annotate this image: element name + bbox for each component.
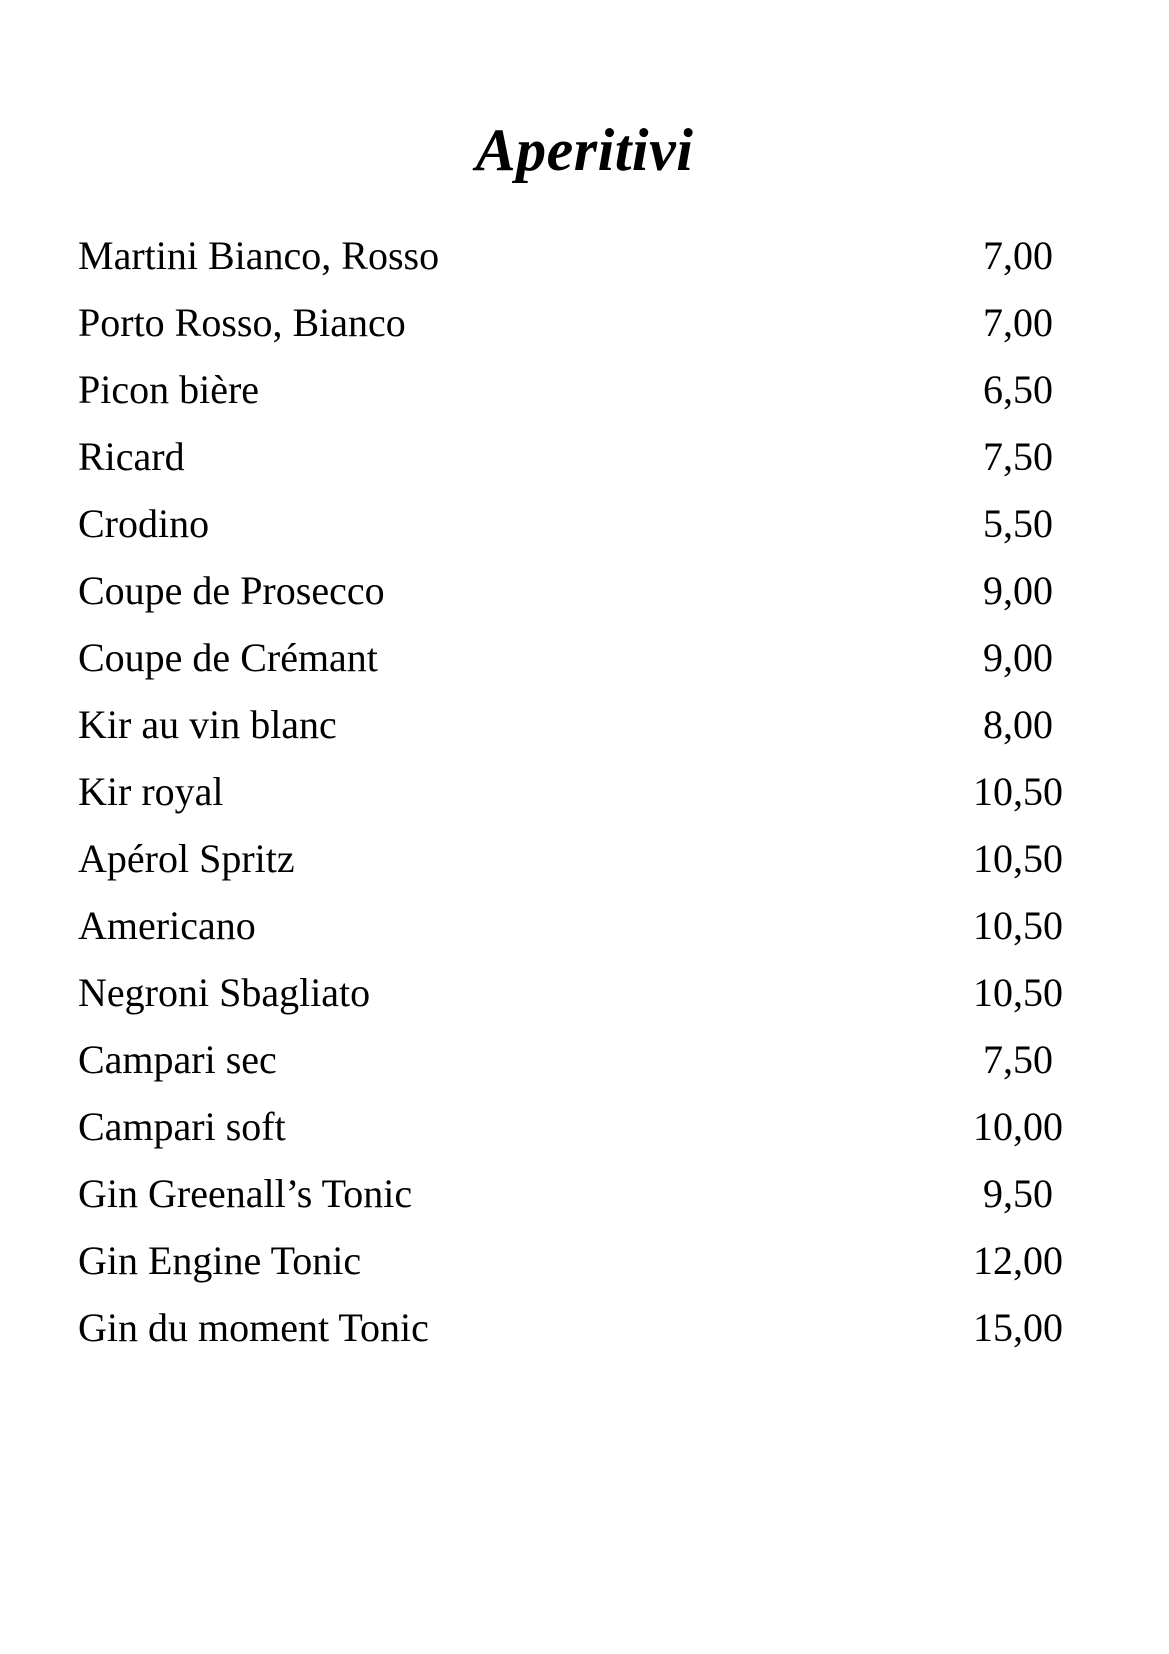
menu-item-name: Coupe de Prosecco <box>78 568 385 613</box>
menu-item <box>78 289 1088 356</box>
menu-item-price: 10,00 <box>973 1104 1063 1149</box>
menu-item-name: Americano <box>78 903 256 948</box>
menu-item-name: Porto Rosso, Bianco <box>78 300 406 345</box>
menu-item-price: 7,50 <box>983 434 1053 479</box>
menu-item <box>78 825 1088 892</box>
menu-item-price: 6,50 <box>983 367 1053 412</box>
menu-item-price: 5,50 <box>983 501 1053 546</box>
menu-item-name: Kir au vin blanc <box>78 702 337 747</box>
menu-item-name: Gin Greenall’s Tonic <box>78 1171 413 1216</box>
menu-item <box>78 490 1088 557</box>
menu-item <box>78 1227 1088 1294</box>
menu-item-price: 10,50 <box>973 970 1063 1015</box>
menu-item-price: 10,50 <box>973 836 1063 881</box>
menu-item-name: Crodino <box>78 501 210 546</box>
menu-item <box>78 222 1088 289</box>
menu-item-price: 7,00 <box>983 233 1053 278</box>
menu-item-price: 15,00 <box>973 1305 1063 1350</box>
menu-item-name: Coupe de Crémant <box>78 635 378 680</box>
menu-item-price: 10,50 <box>973 769 1063 814</box>
menu-item <box>78 356 1088 423</box>
menu-item <box>78 423 1088 490</box>
menu-item-name: Apérol Spritz <box>78 836 295 881</box>
menu-item <box>78 1093 1088 1160</box>
menu-item-price: 9,50 <box>983 1171 1053 1216</box>
menu-item-name: Martini Bianco, Rosso <box>78 233 440 278</box>
menu-item-name: Gin du moment Tonic <box>78 1305 429 1350</box>
menu-item-price: 12,00 <box>973 1238 1063 1283</box>
menu-item-name: Campari soft <box>78 1104 286 1149</box>
menu-item-name: Gin Engine Tonic <box>78 1238 362 1283</box>
menu-item <box>78 758 1088 825</box>
menu-item-price: 10,50 <box>973 903 1063 948</box>
menu-item <box>78 557 1088 624</box>
menu-item-name: Negroni Sbagliato <box>78 970 371 1015</box>
menu-item-name: Campari sec <box>78 1037 277 1082</box>
menu-item-price: 9,00 <box>983 635 1053 680</box>
page-title: Aperitivi <box>475 117 694 184</box>
menu-item-name: Ricard <box>78 434 185 479</box>
menu-item-price: 9,00 <box>983 568 1053 613</box>
menu-item <box>78 624 1088 691</box>
menu-item <box>78 1026 1088 1093</box>
menu-item <box>78 691 1088 758</box>
menu-item-price: 7,00 <box>983 300 1053 345</box>
menu-item <box>78 1160 1088 1227</box>
menu-item <box>78 959 1088 1026</box>
menu-list <box>78 222 1088 1361</box>
menu-item-price: 7,50 <box>983 1037 1053 1082</box>
menu-item-name: Picon bière <box>78 367 260 412</box>
menu-item-name: Kir royal <box>78 769 224 814</box>
menu-item <box>78 1294 1088 1361</box>
menu-item <box>78 892 1088 959</box>
menu-item-price: 8,00 <box>983 702 1053 747</box>
